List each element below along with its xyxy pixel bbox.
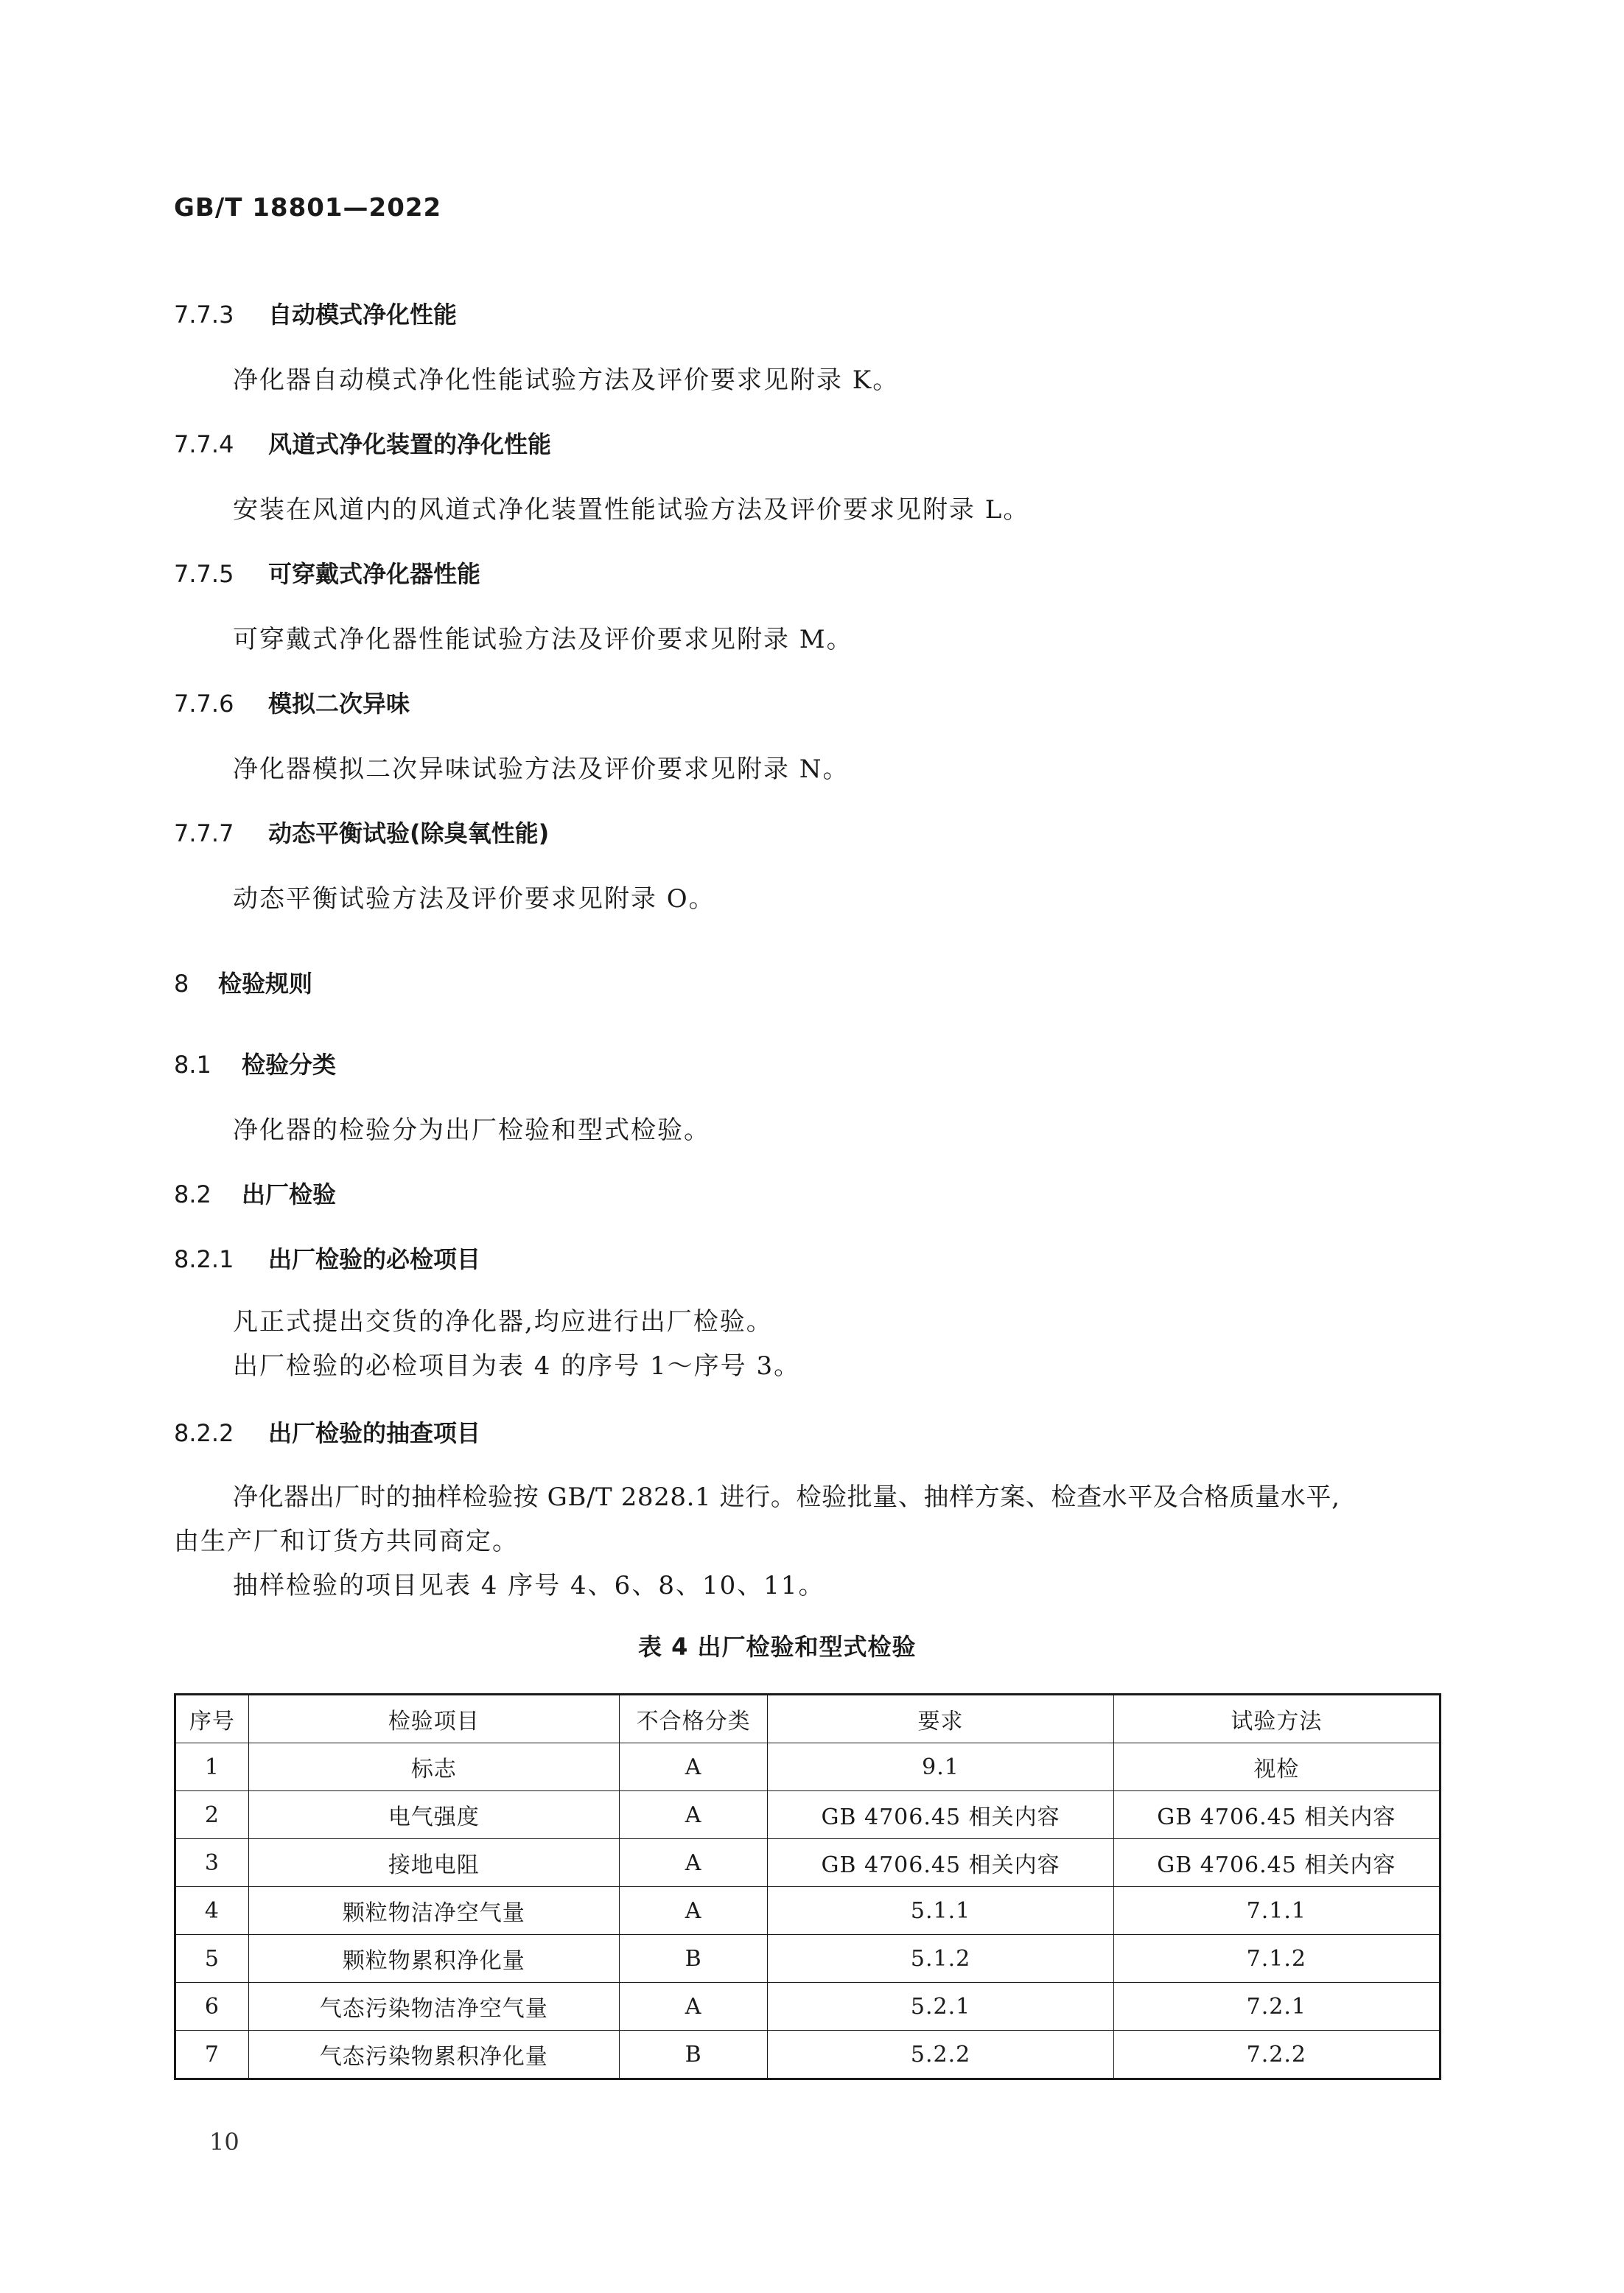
header-cell: 要求 (768, 1695, 1113, 1743)
table-row (175, 1743, 1441, 1791)
table-row (175, 1839, 1441, 1887)
table-cell: GB 4706.45 相关内容 (1113, 1791, 1440, 1839)
table-cell: 气态污染物累积净化量 (248, 2031, 619, 2079)
section-paragraph: 净化器出厂时的抽样检验按 GB/T 2828.1 进行。检验批量、抽样方案、检查水平及合格质量水平, (233, 1482, 1340, 1512)
section-number: 7.7.3 (174, 301, 234, 329)
section-paragraph: 出厂检验的必检项目为表 4 的序号 1～序号 3。 (233, 1351, 801, 1381)
table-cell: 颗粒物洁净空气量 (248, 1887, 619, 1935)
section-paragraph: 凡正式提出交货的净化器,均应进行出厂检验。 (233, 1307, 773, 1337)
table-row (175, 1887, 1441, 1935)
section-paragraph: 净化器的检验分为出厂检验和型式检验。 (233, 1116, 710, 1145)
section-title: 动态平衡试验(除臭氧性能) (268, 819, 550, 847)
table-cell: 7.1.1 (1113, 1887, 1440, 1935)
header-cell: 不合格分类 (619, 1695, 768, 1743)
header-cell: 序号 (175, 1695, 249, 1743)
section-paragraph: 由生产厂和订货方共同商定。 (174, 1527, 519, 1556)
section-heading-7-7-4 (174, 426, 551, 460)
section-title: 出厂检验 (242, 1180, 337, 1208)
header-cell: 检验项目 (248, 1695, 619, 1743)
page-number: 10 (209, 2128, 239, 2156)
chapter-heading-8 (174, 965, 312, 999)
section-paragraph: 净化器模拟二次异味试验方法及评价要求见附录 N。 (233, 755, 850, 784)
table-cell: 标志 (248, 1743, 619, 1791)
section-number: 8.2.1 (174, 1245, 234, 1273)
section-paragraph: 抽样检验的项目见表 4 序号 4、6、8、10、11。 (233, 1571, 825, 1600)
section-heading-8-1 (174, 1046, 336, 1080)
section-paragraph: 动态平衡试验方法及评价要求见附录 O。 (233, 884, 715, 914)
table-row (175, 1983, 1441, 2031)
section-title: 自动模式净化性能 (268, 301, 458, 329)
table-cell: 1 (175, 1743, 249, 1791)
table-cell: 5.2.2 (768, 2031, 1113, 2079)
table-cell: 视检 (1113, 1743, 1440, 1791)
section-heading-7-7-6 (174, 685, 410, 719)
section-title: 模拟二次异味 (268, 690, 410, 718)
section-number: 8.2 (174, 1180, 211, 1208)
section-number: 7.7.5 (174, 560, 234, 588)
section-title: 出厂检验的抽查项目 (268, 1419, 481, 1447)
chapter-number: 8 (174, 970, 189, 998)
table-cell: A (619, 1791, 768, 1839)
table-cell: 5.1.2 (768, 1935, 1113, 1983)
section-heading-8-2 (174, 1176, 336, 1210)
standard-number: GB/T 18801—2022 (174, 193, 442, 223)
table-cell: 颗粒物累积净化量 (248, 1935, 619, 1983)
table-cell: A (619, 1887, 768, 1935)
table-cell: 4 (175, 1887, 249, 1935)
section-title: 可穿戴式净化器性能 (268, 560, 481, 588)
table-cell: 9.1 (768, 1743, 1113, 1791)
section-heading-7-7-3 (174, 296, 457, 330)
section-title: 出厂检验的必检项目 (268, 1245, 481, 1273)
section-number: 7.7.6 (174, 690, 234, 718)
table-cell: 2 (175, 1791, 249, 1839)
table-cell: A (619, 1743, 768, 1791)
section-heading-8-2-1 (174, 1241, 480, 1275)
section-heading-7-7-7 (174, 815, 549, 849)
table-cell: 7.2.2 (1113, 2031, 1440, 2079)
table-cell: 接地电阻 (248, 1839, 619, 1887)
section-heading-7-7-5 (174, 556, 480, 589)
table-cell: GB 4706.45 相关内容 (768, 1791, 1113, 1839)
section-number: 7.7.4 (174, 430, 234, 458)
table-row (175, 1791, 1441, 1839)
section-paragraph: 安装在风道内的风道式净化装置性能试验方法及评价要求见附录 L。 (233, 495, 1030, 525)
section-number: 8.2.2 (174, 1419, 234, 1447)
table-cell: 气态污染物洁净空气量 (248, 1983, 619, 2031)
table-header-row (175, 1695, 1441, 1743)
table-row (175, 1935, 1441, 1983)
section-number: 8.1 (174, 1051, 211, 1079)
table-cell: B (619, 2031, 768, 2079)
table-cell: A (619, 1983, 768, 2031)
section-paragraph: 净化器自动模式净化性能试验方法及评价要求见附录 K。 (233, 365, 900, 395)
inspection-table (174, 1693, 1441, 2080)
chapter-title: 检验规则 (218, 970, 313, 998)
table-cell: 5 (175, 1935, 249, 1983)
table-cell: 6 (175, 1983, 249, 2031)
section-number: 7.7.7 (174, 819, 234, 847)
table-cell: B (619, 1935, 768, 1983)
section-paragraph: 可穿戴式净化器性能试验方法及评价要求见附录 M。 (233, 625, 853, 654)
table-cell: A (619, 1839, 768, 1887)
section-heading-8-2-2 (174, 1415, 480, 1449)
table-cell: 5.2.1 (768, 1983, 1113, 2031)
table-cell: 7.2.1 (1113, 1983, 1440, 2031)
table-cell: 7.1.2 (1113, 1935, 1440, 1983)
table-cell: 5.1.1 (768, 1887, 1113, 1935)
table-caption: 表 4 出厂检验和型式检验 (638, 1633, 917, 1661)
header-cell: 试验方法 (1113, 1695, 1440, 1743)
table-row (175, 2031, 1441, 2079)
section-title: 风道式净化装置的净化性能 (268, 430, 552, 458)
section-title: 检验分类 (242, 1051, 337, 1079)
table-cell: 3 (175, 1839, 249, 1887)
table-cell: GB 4706.45 相关内容 (1113, 1839, 1440, 1887)
table-cell: 电气强度 (248, 1791, 619, 1839)
table-cell: GB 4706.45 相关内容 (768, 1839, 1113, 1887)
table-cell: 7 (175, 2031, 249, 2079)
